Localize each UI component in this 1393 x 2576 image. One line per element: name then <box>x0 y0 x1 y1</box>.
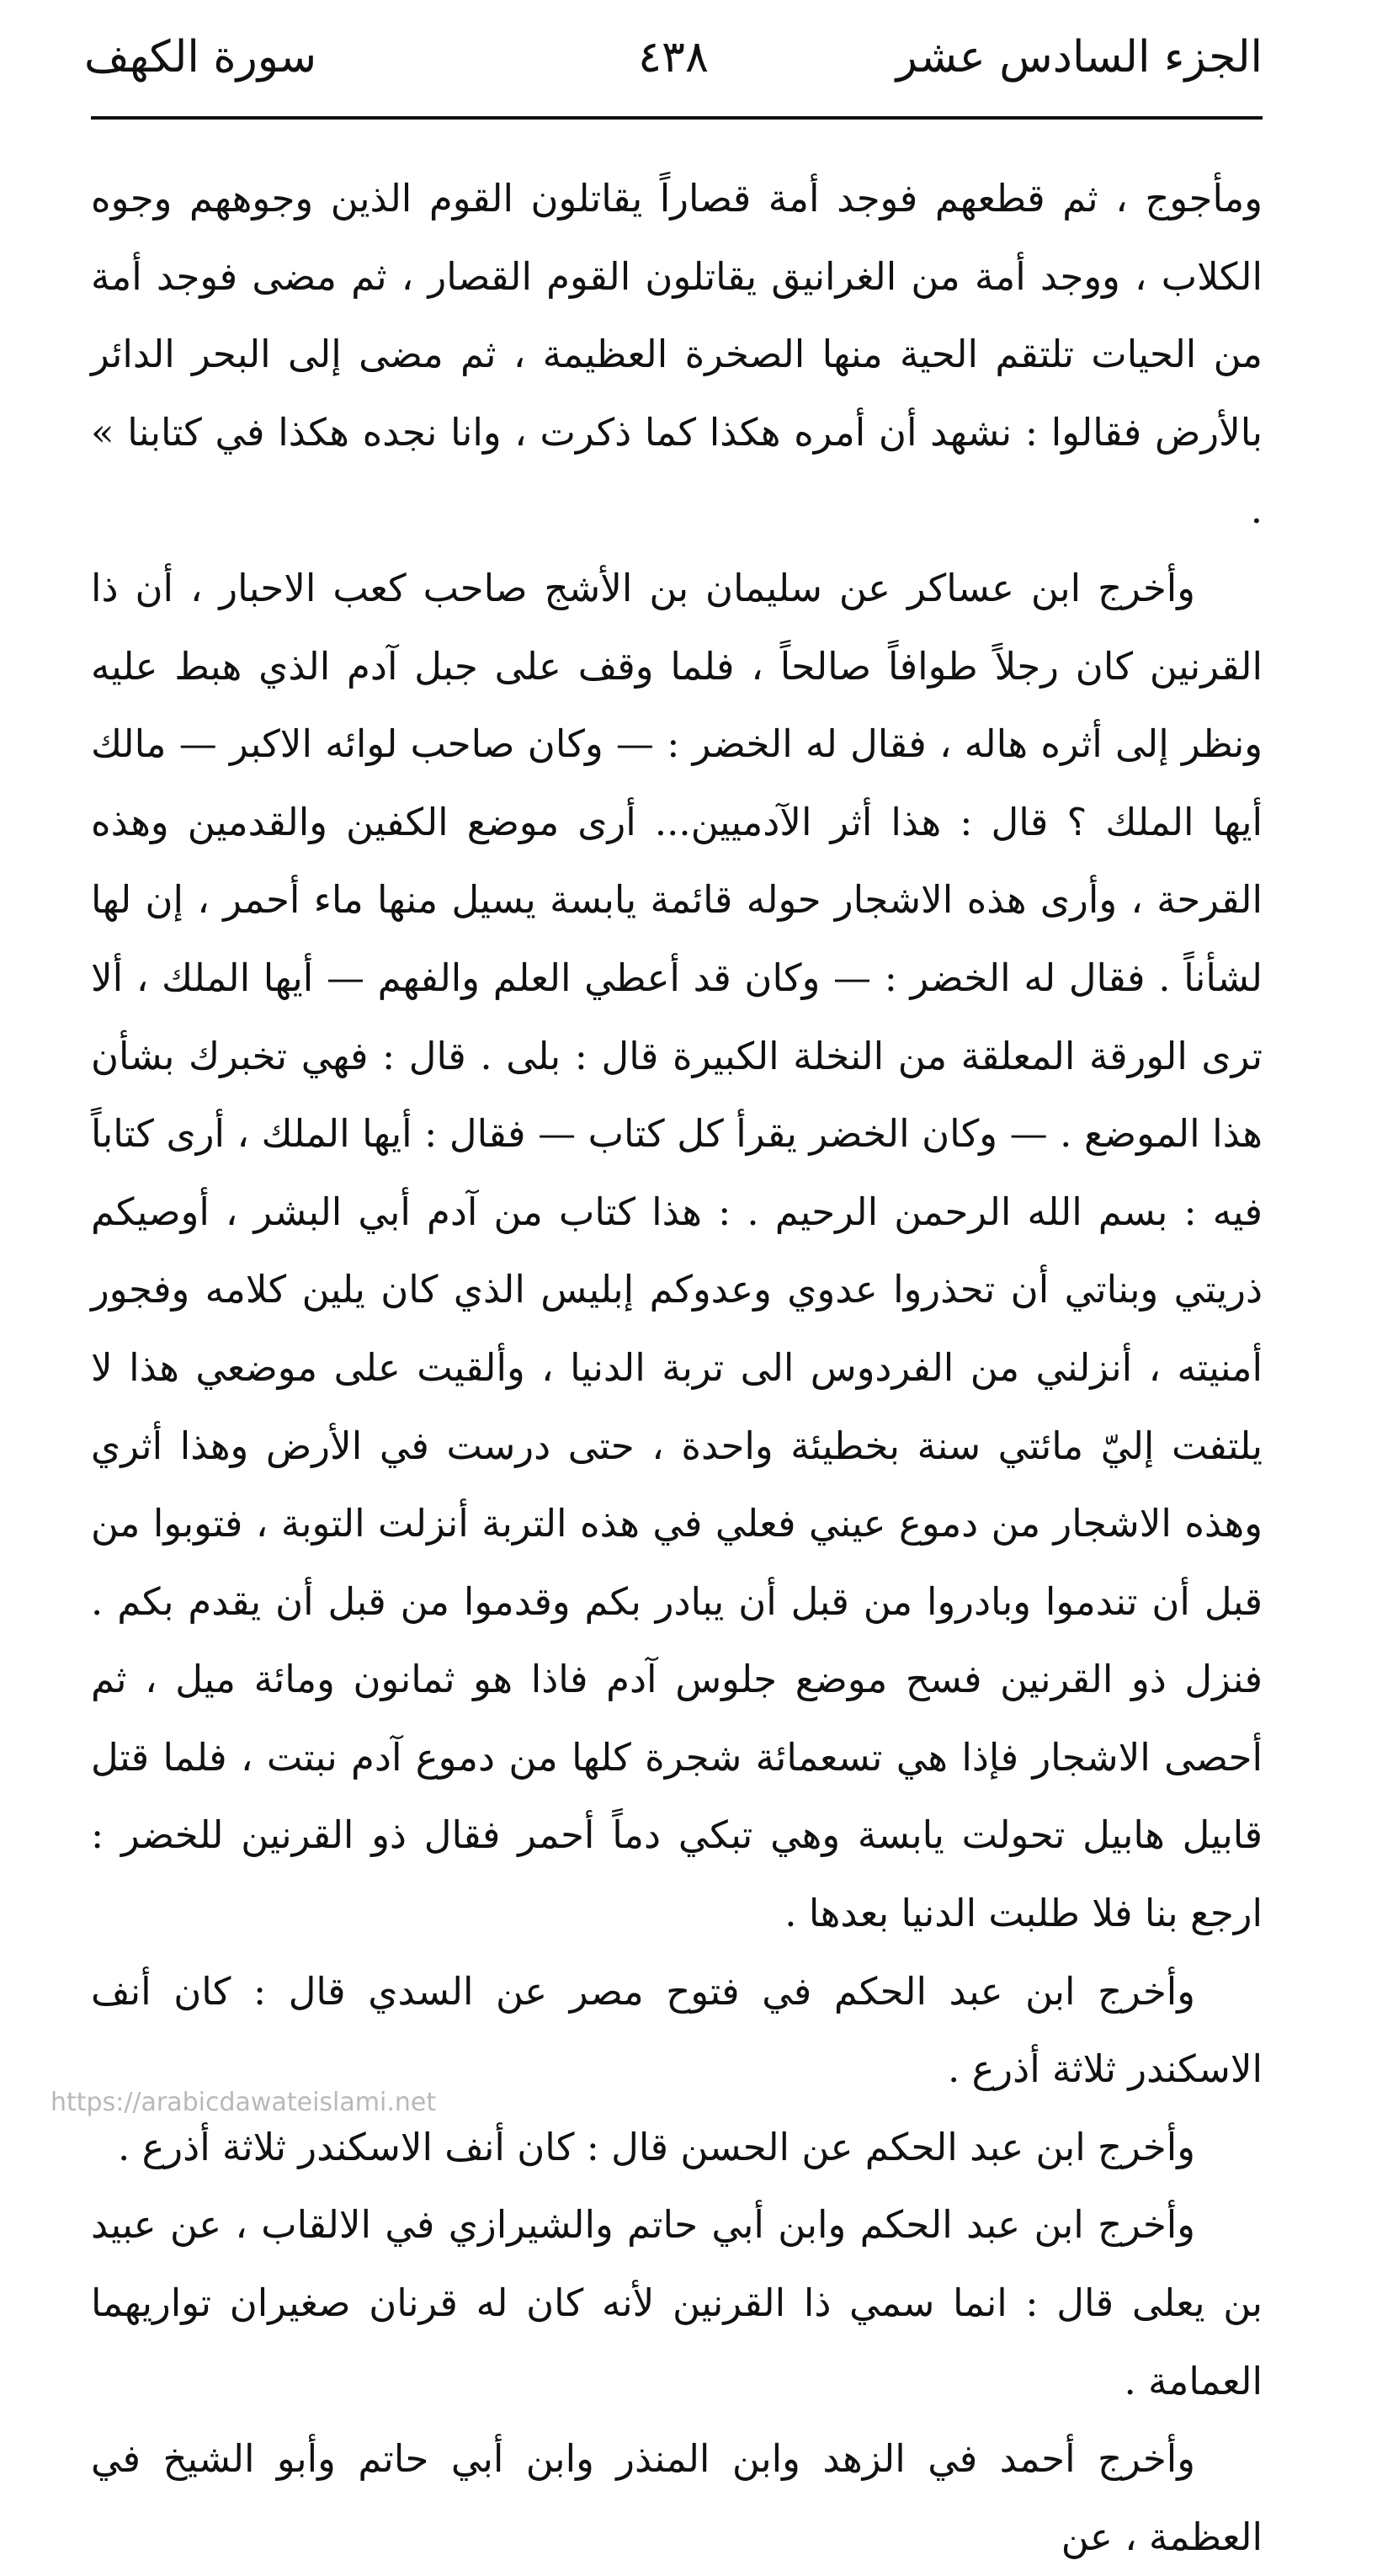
surah-title: سورة الكهف <box>84 32 317 82</box>
paragraph: وأخرج ابن عبد الحكم وابن أبي حاتم والشيرازي في الالقاب ، عن عبيد بن يعلى قال : انما سمي ذا القرنين لأنه كان له قرنان صغيران تواريهما العمامة . <box>91 2202 1263 2403</box>
paragraph: وأخرج ابن عبد الحكم عن الحسن قال : كان أنف الاسكندر ثلاثة أذرع . <box>117 2124 1195 2169</box>
paragraph: وأخرج ابن عبد الحكم في فتوح مصر عن السدي قال : كان أنف الاسكندر ثلاثة أذرع . <box>91 1968 1263 2092</box>
watermark-url: https://arabicdawateislami.net <box>51 2088 437 2117</box>
page-header <box>84 24 1263 99</box>
paragraph: وأخرج أحمد في الزهد وابن المنذر وابن أبي حاتم وأبو الشيخ في العظمة ، عن <box>91 2436 1263 2559</box>
header-divider <box>91 116 1263 120</box>
part-title: الجزء السادس عشر <box>896 32 1263 82</box>
page-body <box>91 160 1263 2576</box>
page-number: ٤٣٨ <box>638 32 709 82</box>
paragraph: ومأجوج ، ثم قطعهم فوجد أمة قصاراً يقاتلون القوم الذين وجوههم وجوه الكلاب ، ووجد أمة من الغرانيق يقاتلون القوم القصار ، ثم مضى فوجد أمة من الحيات تلتقم الحية منها الصخرة العظيمة ، ثم مضى إلى البحر الدائر بالأرض فقالوا : نشهد أن أمره هكذا كما ذكرت ، وانا نجده هكذا في كتابنا » . <box>91 176 1263 533</box>
paragraph: وأخرج ابن عساكر عن سليمان بن الأشج صاحب كعب الاحبار ، أن ذا القرنين كان رجلاً طوافاً صالحاً ، فلما وقف على جبل آدم الذي هبط عليه ونظر إلى أثره هاله ، فقال له الخضر : — وكان صاحب لوائه الاكبر — مالك أيها الملك ؟ قال : هذا أثر الآدميين... أرى موضع الكفين والقدمين وهذه القرحة ، وأرى هذه الاشجار حوله قائمة يابسة يسيل منها ماء أحمر ، إن لها لشأناً . فقال له الخضر : — وكان قد أعطي العلم والفهم — أيها الملك ، ألا ترى الورقة المعلقة من النخلة الكبيرة قال : بلى . قال : فهي تخبرك بشأن هذا الموضع . — وكان الخضر يقرأ كل كتاب — فقال : أيها الملك ، أرى كتاباً فيه : بسم الله الرحمن الرحيم . : هذا كتاب من آدم أبي البشر ، أوصيكم ذريتي وبناتي أن تحذروا عدوي وعدوكم إبليس الذي كان يلين كلامه وفجور أمنيته ، أنزلني من الفردوس الى تربة الدنيا ، وألقيت على موضعي هذا لا يلتفت إليّ مائتي سنة بخطيئة واحدة ، حتى درست في الأرض وهذا أثري وهذه الاشجار من دموع عيني فعلي في هذه التربة أنزلت التوبة ، فتوبوا من قبل أن تندموا وبادروا من قبل أن يبادر بكم وقدموا من قبل أن يقدم بكم . فنزل ذو القرنين فسح موضع جلوس آدم فاذا هو ثمانون ومائة ميل ، ثم أحصى الاشجار فإذا هي تسعمائة شجرة كلها من دموع آدم نبتت ، فلما قتل قابيل هابيل تحولت يابسة وهي تبكي دماً أحمر فقال ذو القرنين للخضر : ارجع بنا فلا طلبت الدنيا بعدها . <box>91 565 1263 1936</box>
